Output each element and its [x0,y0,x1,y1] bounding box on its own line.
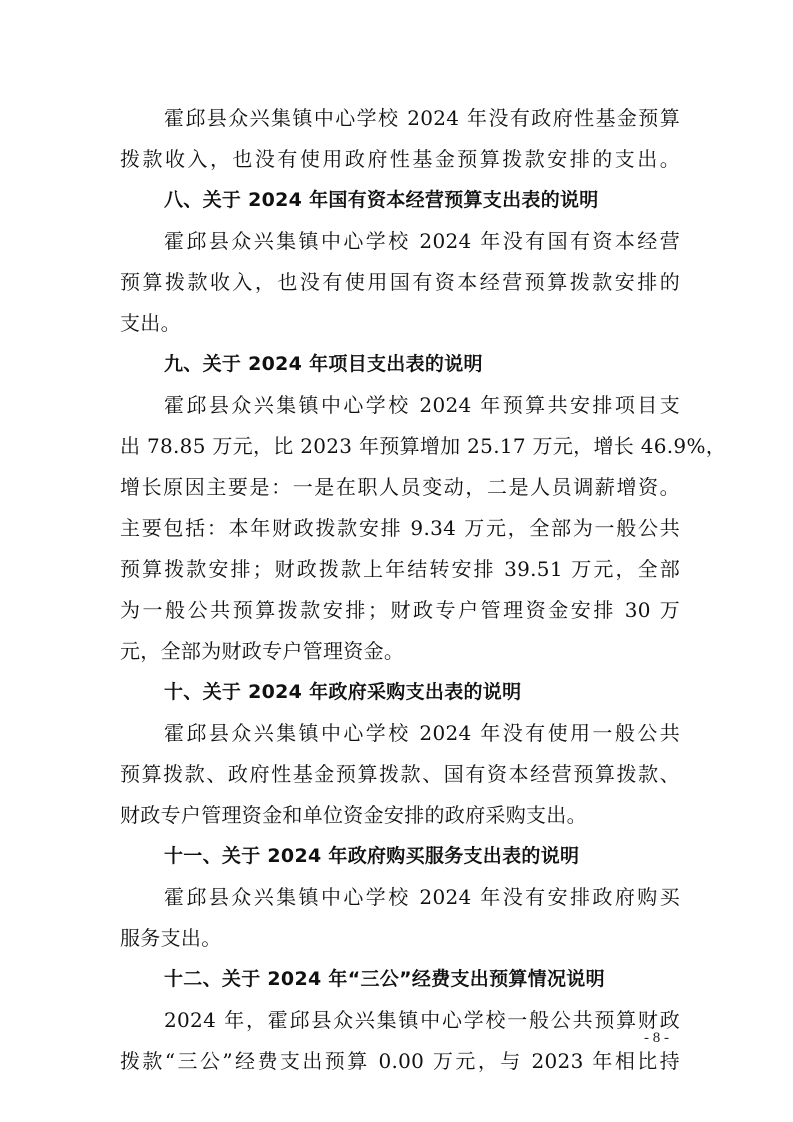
paragraph-line: 支出。 [120,311,181,335]
paragraph-line: 霍邱县众兴集镇中心学校 2024 年没有政府性基金预算 [164,106,680,130]
paragraph-line: 为一般公共预算拨款安排；财政专户管理资金安排 30 万 [120,598,680,622]
paragraph-line: 霍邱县众兴集镇中心学校 2024 年没有安排政府购买 [164,885,680,909]
paragraph-line: 增长原因主要是：一是在职人员变动，二是人员调薪增资。 [120,475,680,499]
paragraph-line: 预算拨款收入，也没有使用国有资本经营预算拨款安排的 [120,270,680,294]
section-heading-12: 十二、关于 2024 年“三公”经费支出预算情况说明 [164,968,605,990]
section-heading-8: 八、关于 2024 年国有资本经营预算支出表的说明 [164,189,599,211]
paragraph-line: 主要包括：本年财政拨款安排 9.34 万元，全部为一般公共 [120,516,680,540]
paragraph-line: 霍邱县众兴集镇中心学校 2024 年预算共安排项目支 [164,393,680,417]
paragraph-line: 服务支出。 [120,926,222,950]
page-number: - 8 - [644,1030,669,1046]
paragraph-line: 财政专户管理资金和单位资金安排的政府采购支出。 [120,803,587,827]
paragraph-line: 拨款收入，也没有使用政府性基金预算拨款安排的支出。 [120,147,680,171]
paragraph-line: 2024 年，霍邱县众兴集镇中心学校一般公共预算财政 [164,1008,680,1032]
paragraph-line: 霍邱县众兴集镇中心学校 2024 年没有国有资本经营 [164,229,680,253]
section-heading-11: 十一、关于 2024 年政府购买服务支出表的说明 [164,845,580,867]
document-body [120,98,727,1082]
paragraph-line: 元，全部为财政专户管理资金。 [120,639,405,663]
paragraph-line: 出 78.85 万元，比 2023 年预算增加 25.17 万元，增长 46.9%， [120,434,727,458]
section-heading-9: 九、关于 2024 年项目支出表的说明 [164,353,483,375]
paragraph-line: 霍邱县众兴集镇中心学校 2024 年没有使用一般公共 [164,721,680,745]
paragraph-line: 拨款“三公”经费支出预算 0.00 万元，与 2023 年相比持 [120,1049,680,1073]
section-heading-10: 十、关于 2024 年政府采购支出表的说明 [164,681,522,703]
paragraph-line: 预算拨款安排；财政拨款上年结转安排 39.51 万元，全部 [120,557,680,581]
paragraph-line: 预算拨款、政府性基金预算拨款、国有资本经营预算拨款、 [120,762,680,786]
